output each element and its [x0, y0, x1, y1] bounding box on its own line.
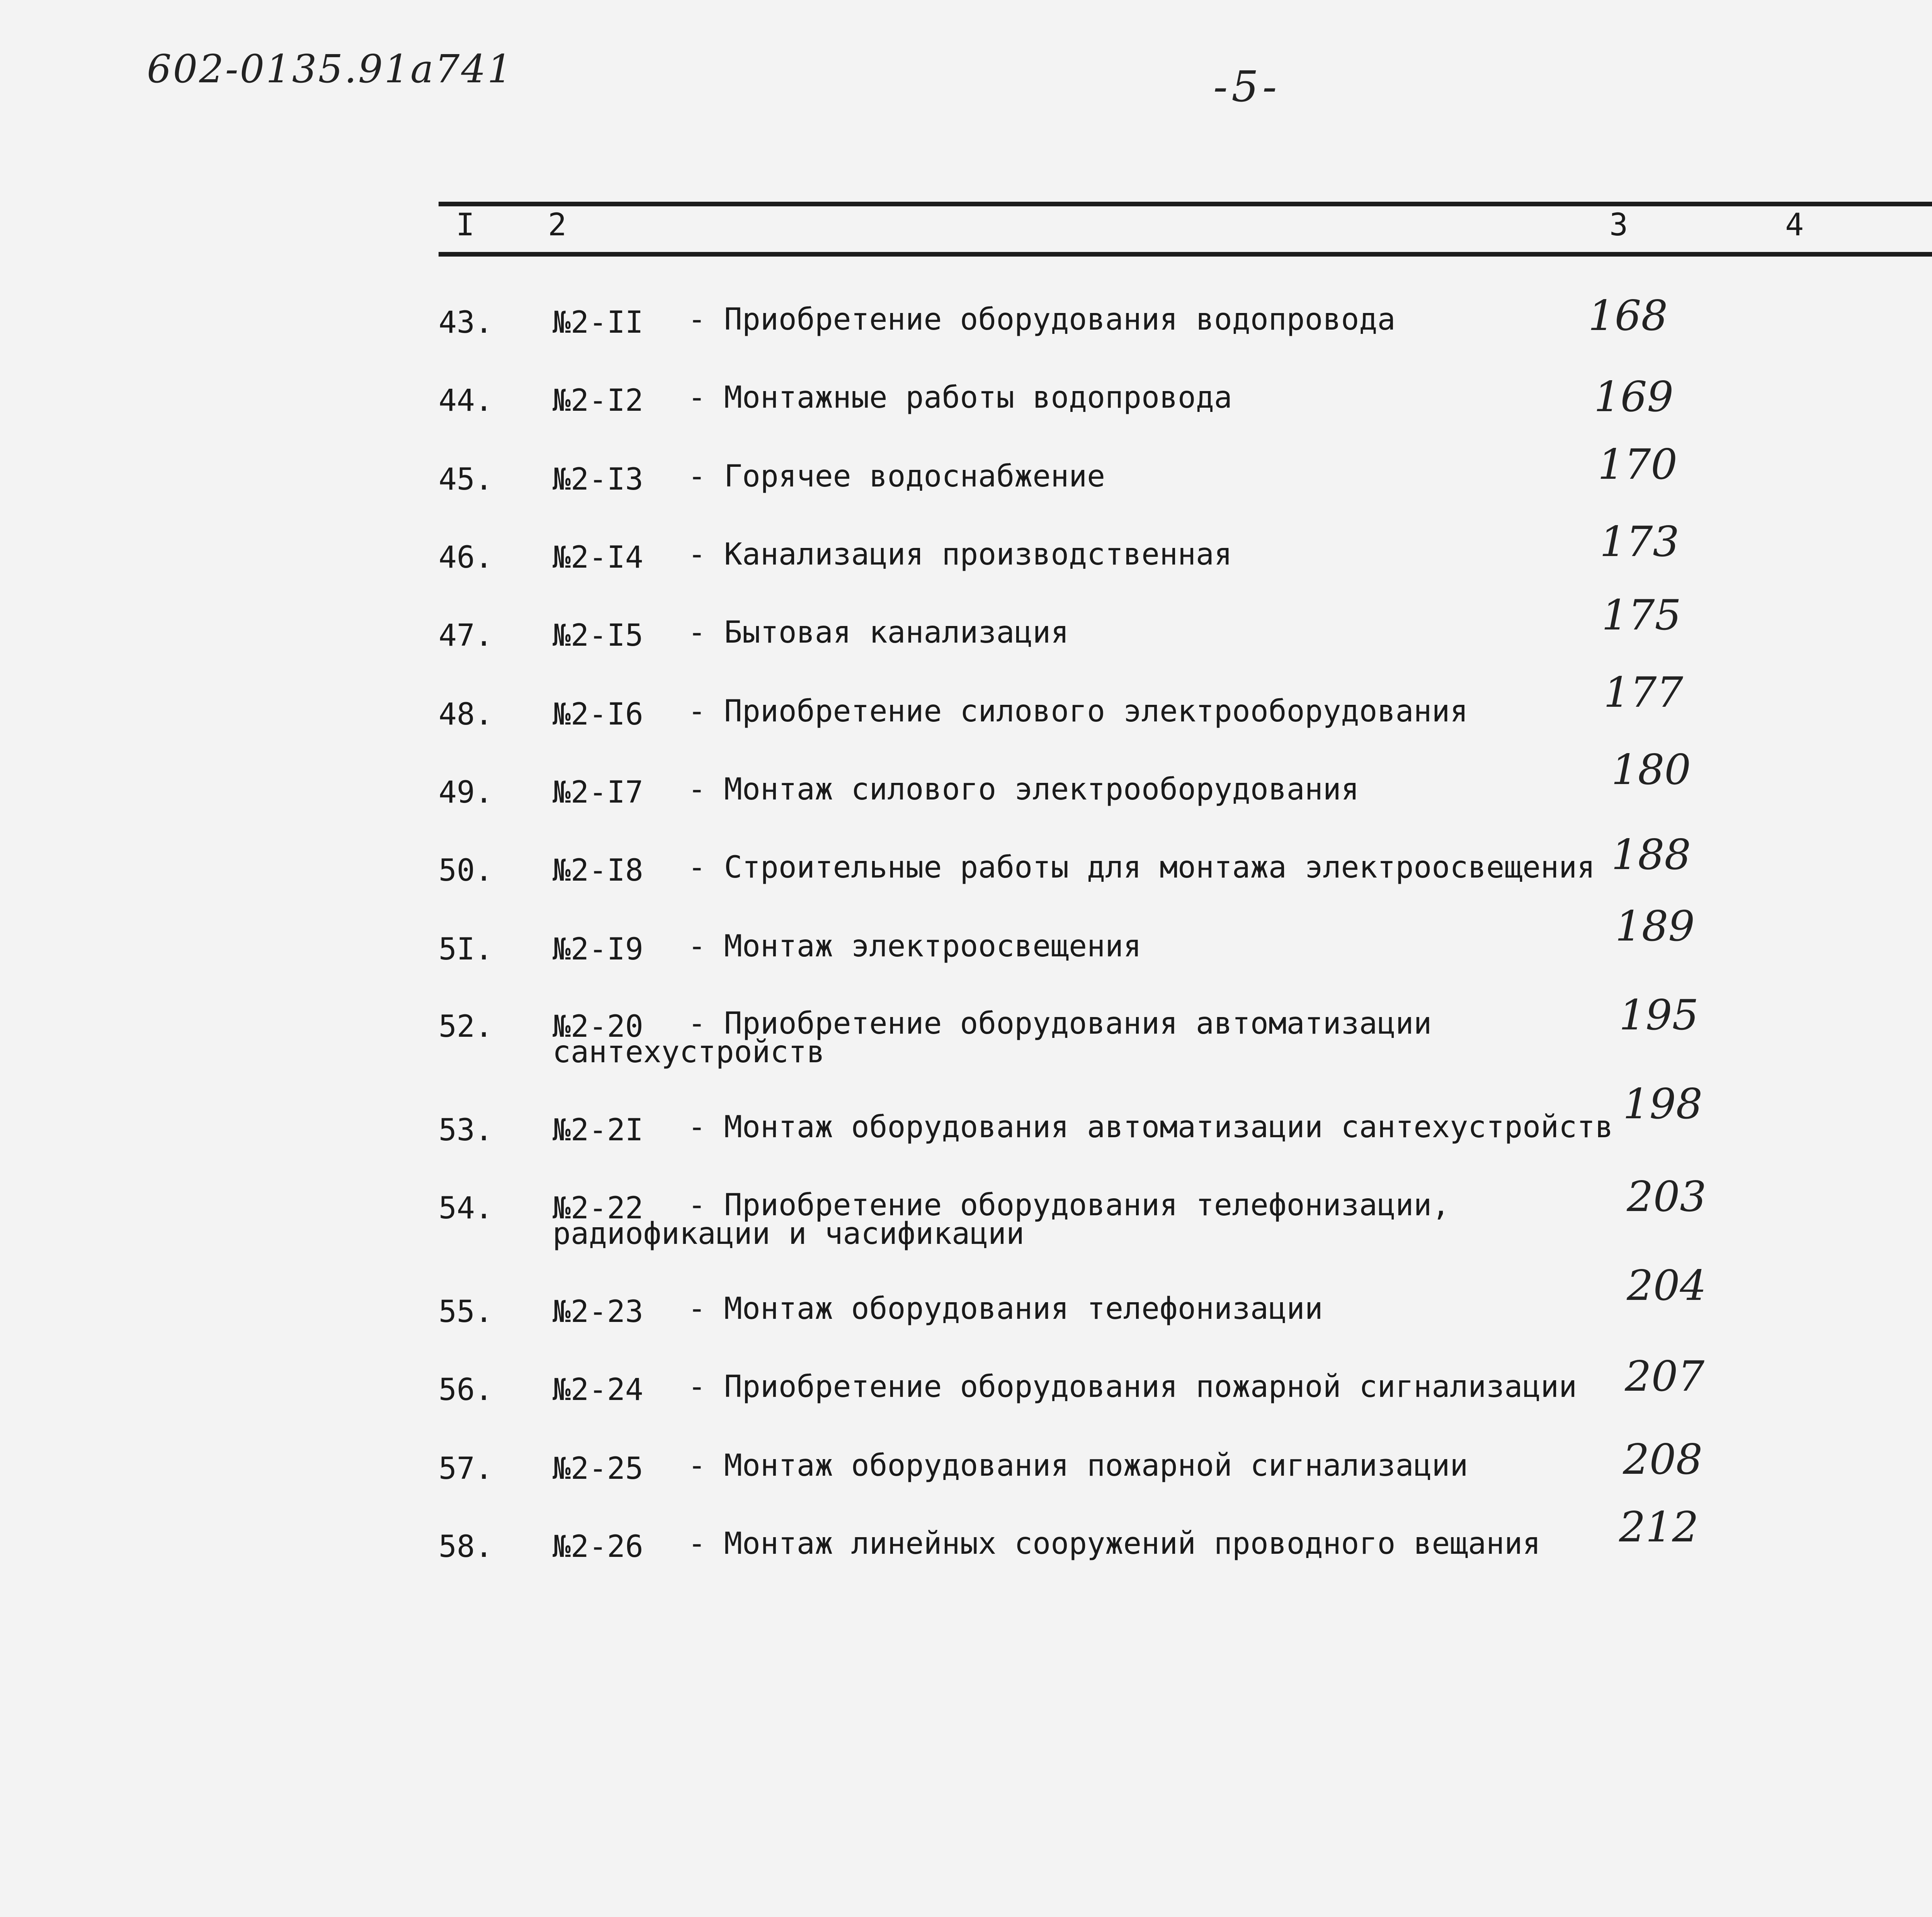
row-description: - Бытовая канализация — [688, 615, 1069, 650]
row-number: 50. — [439, 853, 493, 888]
row-description: - Монтажные работы водопровода — [688, 380, 1232, 415]
row-code: №2-25 — [553, 1451, 643, 1486]
row-page-reference: 212 — [1619, 1503, 1699, 1551]
row-code: №2-I7 — [553, 775, 643, 810]
page-number: -5- — [1213, 62, 1281, 111]
row-number: 56. — [439, 1373, 493, 1407]
row-page-reference: 195 — [1619, 991, 1699, 1039]
row-number: 5I. — [439, 932, 493, 967]
row-page-reference: 208 — [1623, 1436, 1703, 1484]
row-description: - Строительные работы для монтажа электроосвещения — [688, 850, 1595, 885]
row-page-reference: 173 — [1600, 518, 1680, 566]
row-code: №2-II — [553, 305, 643, 340]
row-description: - Монтаж оборудования телефонизации — [688, 1291, 1323, 1326]
table-top-rule — [439, 202, 1932, 206]
row-page-reference: 204 — [1627, 1262, 1707, 1310]
row-number: 44. — [439, 383, 493, 418]
row-page-reference: 177 — [1604, 668, 1684, 717]
row-page-reference: 203 — [1627, 1173, 1707, 1221]
row-page-reference: 168 — [1588, 292, 1668, 340]
row-description: - Канализация производственная — [688, 537, 1232, 572]
row-page-reference: 207 — [1625, 1352, 1705, 1401]
row-number: 47. — [439, 618, 493, 653]
row-code: №2-I3 — [553, 462, 643, 497]
row-code: №2-I9 — [553, 932, 643, 967]
row-number: 54. — [439, 1191, 493, 1226]
row-description: - Приобретение оборудования телефонизации, радиофикации и часификации — [553, 1188, 1450, 1251]
row-number: 52. — [439, 1009, 493, 1044]
document-code: 602-0135.91а741 — [147, 46, 514, 92]
row-code: №2-I8 — [553, 853, 643, 888]
row-code: №2-20 — [553, 1009, 643, 1044]
row-description: - Горячее водоснабжение — [688, 459, 1105, 494]
row-code: №2-23 — [553, 1294, 643, 1329]
row-description: - Монтаж линейных сооружений проводного вещания — [688, 1526, 1541, 1561]
row-number: 55. — [439, 1294, 493, 1329]
row-description: - Приобретение оборудования автоматизации сантехустройств — [553, 1006, 1432, 1070]
row-description: - Приобретение оборудования водопровода — [688, 302, 1396, 337]
row-description: - Монтаж оборудования автоматизации сантехустройств — [688, 1110, 1613, 1145]
row-page-reference: 170 — [1598, 441, 1678, 489]
row-page-reference: 169 — [1594, 373, 1674, 421]
row-description: - Монтаж силового электрооборудования — [688, 772, 1359, 807]
row-number: 53. — [439, 1113, 493, 1148]
row-description: - Приобретение силового электрооборудования — [688, 694, 1468, 729]
row-description: - Монтаж электроосвещения — [688, 929, 1141, 964]
table-header-rule — [439, 252, 1932, 257]
row-number: 45. — [439, 462, 493, 497]
row-code: №2-I5 — [553, 618, 643, 653]
row-code: №2-26 — [553, 1529, 643, 1564]
row-description: - Приобретение оборудования пожарной сигнализации — [688, 1369, 1577, 1404]
row-page-reference: 189 — [1615, 902, 1695, 951]
row-page-reference: 198 — [1623, 1080, 1703, 1128]
row-code: №2-I2 — [553, 383, 643, 418]
column-header-3: 3 — [1609, 207, 1628, 243]
row-description: - Монтаж оборудования пожарной сигнализации — [688, 1448, 1468, 1483]
column-header-1: I — [456, 207, 475, 243]
row-code: №2-I4 — [553, 540, 643, 575]
row-code: №2-22 — [553, 1191, 643, 1226]
row-code: №2-24 — [553, 1373, 643, 1407]
row-code: №2-I6 — [553, 697, 643, 732]
row-code: №2-2I — [553, 1113, 643, 1148]
row-page-reference: 175 — [1602, 591, 1682, 640]
column-header-4: 4 — [1785, 207, 1804, 243]
row-page-reference: 180 — [1611, 746, 1691, 794]
row-page-reference: 188 — [1611, 831, 1691, 879]
row-number: 43. — [439, 305, 493, 340]
row-number: 48. — [439, 697, 493, 732]
row-number: 46. — [439, 540, 493, 575]
row-number: 49. — [439, 775, 493, 810]
column-header-2: 2 — [548, 207, 567, 243]
row-number: 58. — [439, 1529, 493, 1564]
row-number: 57. — [439, 1451, 493, 1486]
